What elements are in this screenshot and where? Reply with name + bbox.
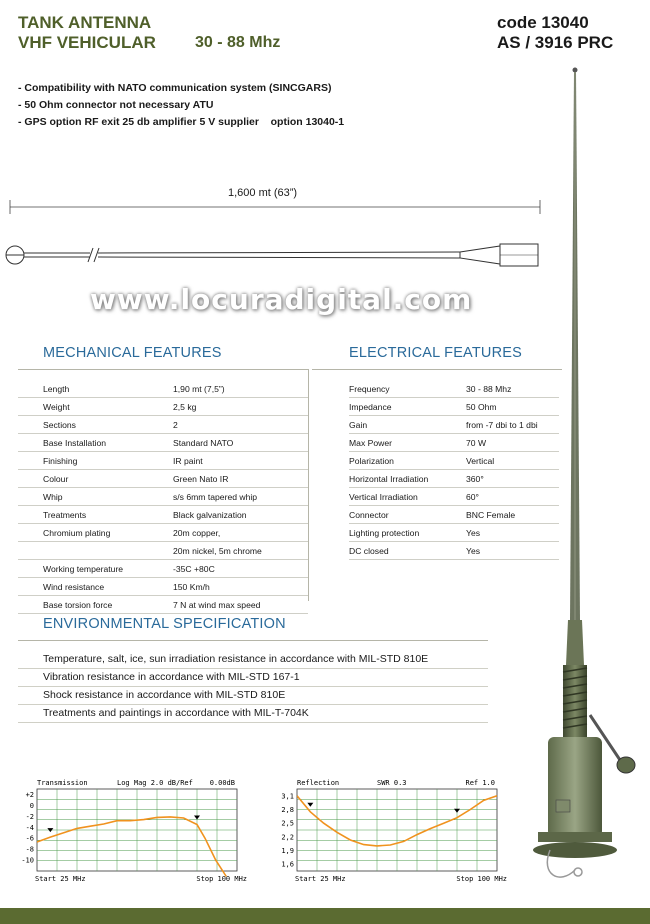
spec-value: 20m copper, [173, 524, 308, 542]
title-line-2: VHF VEHICULAR [18, 33, 156, 52]
spec-value: s/s 6mm tapered whip [173, 488, 308, 506]
spec-key: Length [18, 380, 173, 398]
spec-row [18, 524, 308, 542]
y-tick-label: 2,2 [281, 833, 294, 842]
spec-value: 1,90 mt (7,5”) [173, 380, 308, 398]
footer-bar [0, 908, 650, 924]
spec-row [18, 380, 308, 398]
spec-key: DC closed [349, 542, 466, 560]
spec-value: Black galvanization [173, 506, 308, 524]
spec-key: Gain [349, 416, 466, 434]
spec-row [18, 434, 308, 452]
chart-start-label: Start 25 MHz [35, 875, 86, 883]
spec-row [18, 596, 308, 614]
environmental-line: Treatments and paintings in accordance with MIL-T-704K [18, 705, 488, 723]
divider [312, 369, 562, 370]
spec-key: Vertical Irradiation [349, 488, 466, 506]
spec-key: Sections [18, 416, 173, 434]
y-tick-label: -8 [25, 845, 34, 854]
y-tick-label: -2 [25, 812, 34, 821]
column-divider [308, 369, 309, 601]
spec-row [18, 398, 308, 416]
spec-row [18, 470, 308, 488]
chart-header-mid: Log Mag 2.0 dB/Ref [117, 779, 193, 787]
y-tick-label: 1,9 [281, 847, 294, 855]
spec-key: Connector [349, 506, 466, 524]
spec-row [18, 506, 308, 524]
y-tick-label: -10 [21, 856, 34, 865]
chart-header-left: Transmission [37, 779, 88, 787]
mechanical-features-table [18, 380, 308, 614]
feature-bullet: - Compatibility with NATO communication system (SINCGARS) [18, 82, 332, 94]
spec-key: Base Installation [18, 434, 173, 452]
spec-row [18, 560, 308, 578]
spec-key: Horizontal Irradiation [349, 470, 466, 488]
y-tick-label: +2 [25, 790, 34, 799]
y-tick-label: 3,1 [281, 792, 294, 801]
chart-header-left: Reflection [297, 779, 340, 787]
y-tick-label: -4 [25, 823, 34, 832]
chart-header-right: 0.00dB [209, 779, 235, 787]
spec-key: Base torsion force [18, 596, 173, 614]
spec-row [349, 416, 559, 434]
spec-row [349, 506, 559, 524]
spec-key: Max Power [349, 434, 466, 452]
spec-key: Wind resistance [18, 578, 173, 596]
product-code: code 13040 [497, 13, 589, 32]
spec-key: Lighting protection [349, 524, 466, 542]
watermark-text: www.locuradigital.com [90, 283, 473, 316]
spec-row [349, 452, 559, 470]
spec-value: 20m nickel, 5m chrome [173, 542, 308, 560]
spec-key: Working temperature [18, 560, 173, 578]
feature-bullet-list [18, 80, 344, 131]
spec-row [349, 380, 559, 398]
frequency-range: 30 - 88 Mhz [195, 34, 281, 51]
spec-value: 7 N at wind max speed [173, 596, 308, 614]
spec-row [349, 542, 559, 560]
transmission-chart [12, 775, 252, 890]
spec-row [349, 524, 559, 542]
divider [18, 369, 308, 370]
spec-key: Finishing [18, 452, 173, 470]
environmental-specification-title: ENVIRONMENTAL SPECIFICATION [43, 616, 286, 632]
title-line-1: TANK ANTENNA [18, 13, 152, 32]
spec-row [18, 542, 308, 560]
spec-value: -35C +80C [173, 560, 308, 578]
spec-value: Green Nato IR [173, 470, 308, 488]
spec-row [349, 470, 559, 488]
spec-row [349, 434, 559, 452]
spec-value: Yes [466, 524, 559, 542]
spec-key: Weight [18, 398, 173, 416]
y-tick-label: 2,8 [281, 806, 294, 814]
reflection-chart [272, 775, 512, 890]
spec-value: 150 Km/h [173, 578, 308, 596]
y-tick-label: 0 [29, 801, 34, 810]
feature-bullet: - GPS option RF exit 25 db amplifier 5 V supplier option 13040-1 [18, 116, 345, 128]
spec-value: Yes [466, 542, 559, 560]
spec-row [18, 452, 308, 470]
spec-key: Polarization [349, 452, 466, 470]
spec-row [349, 398, 559, 416]
divider [18, 640, 488, 641]
chart-header-right: Ref 1.0 [465, 779, 495, 787]
y-tick-label: 2,5 [281, 819, 294, 828]
feature-bullet: - 50 Ohm connector not necessary ATU [18, 99, 214, 111]
chart-stop-label: Stop 100 MHz [456, 875, 507, 883]
spec-value: Vertical [466, 452, 559, 470]
length-dimension-label: 1,600 mt (63”) [228, 187, 298, 199]
electrical-features-title: ELECTRICAL FEATURES [349, 345, 522, 361]
spec-key: Colour [18, 470, 173, 488]
spec-key [18, 542, 173, 560]
spec-value: from -7 dbi to 1 dbi [466, 416, 559, 434]
environmental-line: Temperature, salt, ice, sun irradiation resistance in accordance with MIL-STD 810E [18, 651, 488, 669]
spec-row [349, 488, 559, 506]
environmental-list [18, 651, 488, 723]
spec-value: 70 W [466, 434, 559, 452]
spec-value: 60° [466, 488, 559, 506]
chart-start-label: Start 25 MHz [295, 875, 346, 883]
chart-stop-label: Stop 100 MHz [196, 875, 247, 883]
spec-key: Chromium plating [18, 524, 173, 542]
y-tick-label: 1,6 [281, 860, 294, 869]
product-model: AS / 3916 PRC [497, 33, 614, 52]
spec-row [18, 416, 308, 434]
spec-value: 50 Ohm [466, 398, 559, 416]
spec-key: Impedance [349, 398, 466, 416]
spec-key: Frequency [349, 380, 466, 398]
electrical-features-table [349, 380, 559, 560]
spec-value: 2 [173, 416, 308, 434]
y-tick-label: -6 [25, 834, 34, 843]
spec-key: Treatments [18, 506, 173, 524]
mechanical-features-title: MECHANICAL FEATURES [43, 345, 222, 361]
spec-row [18, 488, 308, 506]
spec-key: Whip [18, 488, 173, 506]
spec-value: 30 - 88 Mhz [466, 380, 559, 398]
spec-row [18, 578, 308, 596]
environmental-line: Vibration resistance in accordance with MIL-STD 167-1 [18, 669, 488, 687]
environmental-line: Shock resistance in accordance with MIL-STD 810E [18, 687, 488, 705]
chart-header-mid: SWR 0.3 [377, 779, 407, 787]
spec-value: 2,5 kg [173, 398, 308, 416]
spec-value: Standard NATO [173, 434, 308, 452]
spec-value: IR paint [173, 452, 308, 470]
spec-value: BNC Female [466, 506, 559, 524]
spec-value: 360° [466, 470, 559, 488]
